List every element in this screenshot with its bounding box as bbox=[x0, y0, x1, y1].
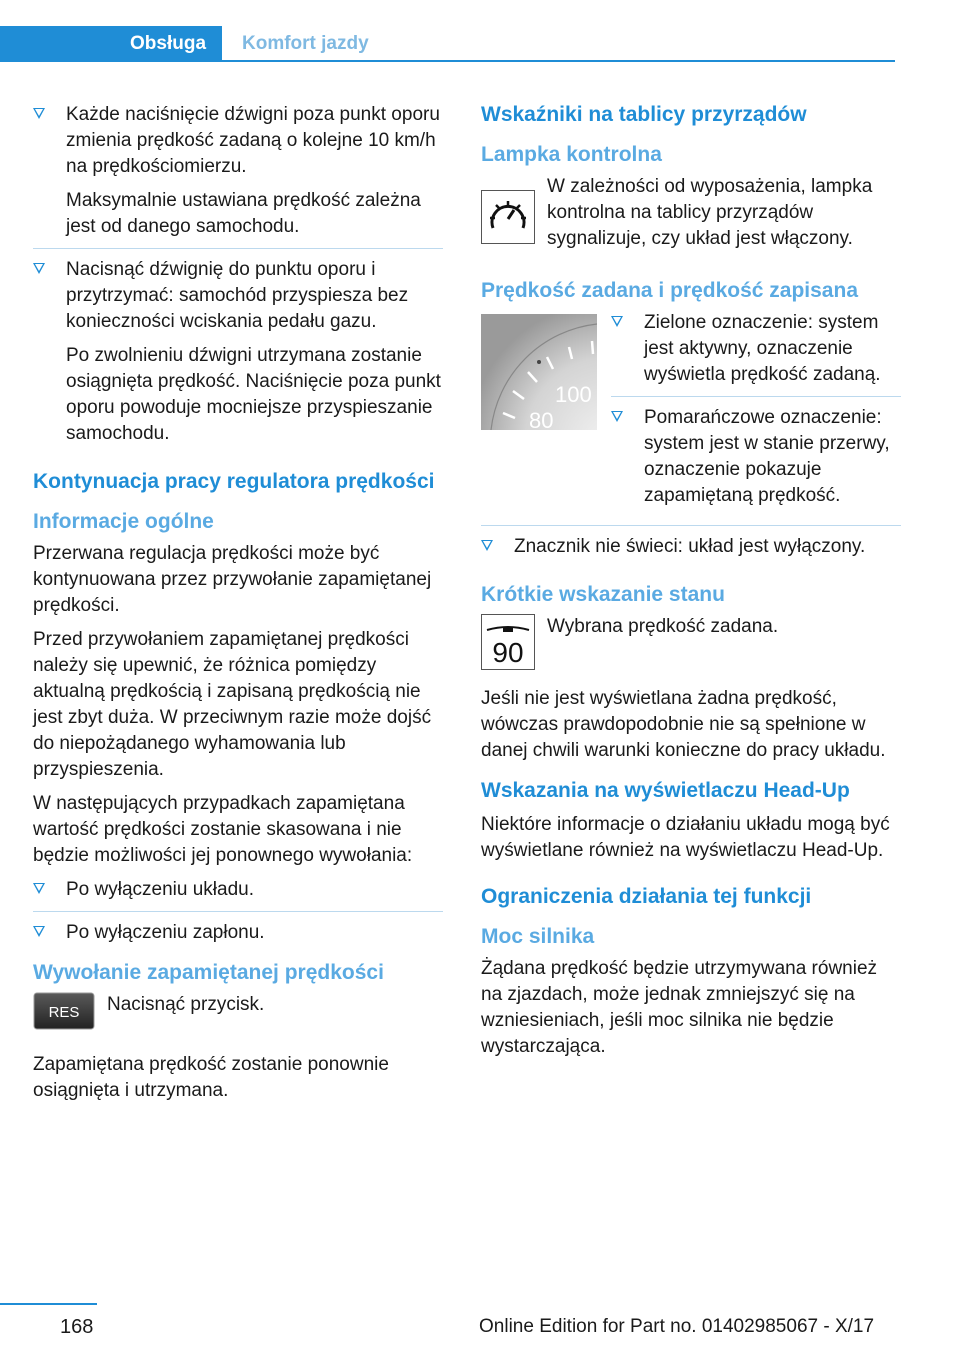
divider bbox=[481, 525, 901, 526]
list-item-note: Po zwolnieniu dźwigni utrzymana zostanie osiągnięta prędkość. Naciśnięcie poza punkt oporu powoduje mocniejsze przyspieszanie samochodu. bbox=[66, 345, 441, 444]
paragraph: Żądana prędkość będzie utrzymywana również na zjazdach, może jednak zmniejszyć się na wzniesieniach, jeśli moc silnika nie będzie wystarczająca. bbox=[481, 958, 878, 1057]
lamp-row bbox=[481, 174, 901, 260]
heading-general: Informacje ogólne bbox=[33, 510, 214, 533]
heading-indicators: Wskaźniki na tablicy przyrządów bbox=[481, 103, 807, 126]
list-item-text: Po wyłączeniu zapłonu. bbox=[66, 922, 265, 943]
triangle-bullet-icon bbox=[611, 316, 623, 327]
paragraph: W następujących przypadkach zapamiętana wartość prędkości zostanie skasowana i nie będzie możliwości jej ponownego wywołania: bbox=[33, 793, 413, 866]
list-item bbox=[33, 257, 443, 447]
divider bbox=[33, 911, 443, 912]
list-item bbox=[33, 102, 443, 240]
heading-continue: Kontynuacja pracy regulatora prędkości bbox=[33, 470, 435, 493]
list-item-text: Zielone oznaczenie: system jest aktywny, oznaczenie wyświetla prędkość zadaną. bbox=[644, 312, 881, 385]
edition-info: Online Edition for Part no. 01402985067 - X/17 bbox=[479, 1316, 875, 1337]
list-item bbox=[33, 920, 443, 946]
status-row bbox=[481, 614, 901, 678]
paragraph: Jeśli nie jest wyświetlana żadna prędkość, wówczas prawdopodobnie nie są spełnione w danej chwili warunki konieczne do pracy układu. bbox=[481, 688, 886, 761]
list-item bbox=[611, 405, 901, 509]
list-item-note: Maksymalnie ustawiana prędkość zależna jest od danego samochodu. bbox=[66, 190, 421, 237]
triangle-bullet-icon bbox=[33, 263, 45, 274]
res-button-icon bbox=[33, 992, 95, 1038]
triangle-bullet-icon bbox=[611, 411, 623, 422]
gauge-label-100: 100 bbox=[555, 382, 592, 407]
footer-rule bbox=[0, 1303, 97, 1305]
divider bbox=[611, 396, 901, 397]
right-column bbox=[481, 102, 901, 1068]
divider bbox=[33, 248, 443, 249]
speed-marker-row bbox=[481, 310, 901, 517]
list-item-text: Po wyłączeniu układu. bbox=[66, 879, 254, 900]
speedometer-image bbox=[481, 314, 597, 438]
list-item-text: Nacisnąć dźwignię do punktu oporu i przytrzymać: samochód przyspiesza bez konieczności wciskania pedału gazu. bbox=[66, 259, 409, 332]
heading-engine: Moc silnika bbox=[481, 925, 595, 948]
page-number: 168 bbox=[60, 1316, 94, 1338]
triangle-bullet-icon bbox=[33, 926, 45, 937]
list-item bbox=[481, 534, 901, 560]
paragraph: Niektóre informacje o działaniu układu mogą być wyświetlane również na wyświetlaczu Head-Up. bbox=[481, 814, 890, 861]
list-item-text: Pomarańczowe oznaczenie: system jest w stanie przerwy, oznaczenie pokazuje zapamiętaną prędkość. bbox=[644, 407, 890, 506]
press-text: Nacisnąć przycisk. bbox=[107, 994, 265, 1015]
heading-status: Krótkie wskazanie stanu bbox=[481, 583, 725, 606]
list-item-text: Każde naciśnięcie dźwigni poza punkt oporu zmienia prędkość zadaną o kolejne 10 km/h na prędkościomierzu. bbox=[66, 104, 440, 177]
header-tabs bbox=[0, 26, 895, 62]
status-text: Wybrana prędkość zadana. bbox=[547, 616, 779, 637]
list-item-text: Znacznik nie świeci: układ jest wyłączony. bbox=[514, 536, 866, 557]
lamp-text: W zależności od wyposażenia, lampka kontrolna na tablicy przyrządów sygnalizuje, czy układ jest włączony. bbox=[547, 176, 873, 249]
res-button-label: RES bbox=[48, 1004, 80, 1021]
paragraph: Zapamiętana prędkość zostanie ponownie osiągnięta i utrzymana. bbox=[33, 1054, 389, 1101]
status-display-icon bbox=[481, 614, 535, 678]
list-item bbox=[611, 310, 901, 388]
heading-limits: Ograniczenia działania tej funkcji bbox=[481, 885, 812, 908]
tab-obsluga[interactable]: Obsługa bbox=[0, 26, 222, 62]
triangle-bullet-icon bbox=[481, 540, 493, 551]
left-column bbox=[33, 102, 443, 1112]
list-item bbox=[33, 877, 443, 903]
res-button-row bbox=[33, 992, 443, 1038]
paragraph: Przed przywołaniem zapamiętanej prędkości należy się upewnić, że różnica pomiędzy aktualną prędkością i zapisaną prędkością nie jest zbyt duża. W przeciwnym razie może dojść do niepożądanego wyhamowania lub przyspieszenia. bbox=[33, 629, 432, 780]
cruise-control-lamp-icon bbox=[481, 190, 535, 252]
triangle-bullet-icon bbox=[33, 883, 45, 894]
status-number: 90 bbox=[492, 637, 524, 668]
paragraph: Przerwana regulacja prędkości może być kontynuowana przez przywołanie zapamiętanej prędkości. bbox=[33, 543, 432, 616]
heading-recall: Wywołanie zapamiętanej prędkości bbox=[33, 961, 384, 984]
heading-headup: Wskazania na wyświetlaczu Head-Up bbox=[481, 779, 850, 802]
header-rule bbox=[0, 60, 895, 62]
gauge-label-80: 80 bbox=[529, 408, 554, 430]
tab-komfort-jazdy[interactable]: Komfort jazdy bbox=[242, 33, 369, 54]
heading-lamp: Lampka kontrolna bbox=[481, 143, 662, 166]
marker-list bbox=[611, 310, 901, 517]
triangle-bullet-icon bbox=[33, 108, 45, 119]
heading-speed: Prędkość zadana i prędkość zapisana bbox=[481, 279, 858, 302]
